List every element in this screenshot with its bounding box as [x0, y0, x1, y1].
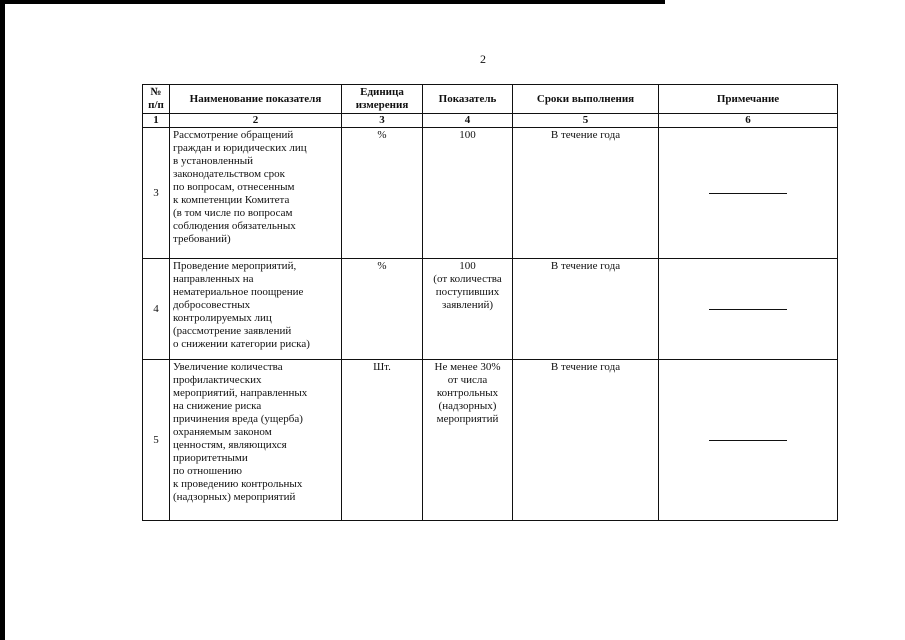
table-row	[143, 128, 838, 259]
column-number-row	[143, 114, 838, 128]
column-number: 2	[170, 114, 342, 128]
column-number: 1	[143, 114, 170, 128]
row-number: 5	[143, 360, 170, 521]
note-cell	[659, 360, 838, 521]
header-name: Наименование показателя	[170, 85, 342, 114]
indicator-name: Проведение мероприятий, направленных на нематериальное поощрение добросовестных контролируемых лиц (рассмотрение заявлений о снижении категории риска)	[170, 259, 342, 360]
value-cell: Не менее 30% от числа контрольных (надзорных) мероприятий	[423, 360, 513, 521]
note-dash	[709, 440, 787, 441]
deadline-cell: В течение года	[513, 360, 659, 521]
column-number: 5	[513, 114, 659, 128]
unit-cell: %	[342, 259, 423, 360]
header-unit: Единица измерения	[342, 85, 423, 114]
indicator-name: Рассмотрение обращений граждан и юридических лиц в установленный законодательством срок по вопросам, отнесенным к компетенции Комитета (в том числе по вопросам соблюдения обязательных требований)	[170, 128, 342, 259]
scan-edge-top	[0, 0, 665, 4]
value-cell: 100 (от количества поступивших заявлений)	[423, 259, 513, 360]
table-row	[143, 360, 838, 521]
header-num: № п/п	[143, 85, 170, 114]
column-number: 4	[423, 114, 513, 128]
note-cell	[659, 259, 838, 360]
deadline-cell: В течение года	[513, 259, 659, 360]
page-number: 2	[480, 52, 486, 66]
unit-cell: %	[342, 128, 423, 259]
indicator-name: Увеличение количества профилактических мероприятий, направленных на снижение риска причинения вреда (ущерба) охраняемым законом ценностям, являющихся приоритетными по отношению к проведению контрольных (надзорных) мероприятий	[170, 360, 342, 521]
deadline-cell: В течение года	[513, 128, 659, 259]
note-cell	[659, 128, 838, 259]
column-number: 6	[659, 114, 838, 128]
table-row	[143, 259, 838, 360]
row-number: 3	[143, 128, 170, 259]
column-number: 3	[342, 114, 423, 128]
row-number: 4	[143, 259, 170, 360]
header-value: Показатель	[423, 85, 513, 114]
unit-cell: Шт.	[342, 360, 423, 521]
indicators-table	[142, 84, 838, 521]
note-dash	[709, 309, 787, 310]
table-header-row	[143, 85, 838, 114]
header-note: Примечание	[659, 85, 838, 114]
header-deadline: Сроки выполнения	[513, 85, 659, 114]
scan-edge-left	[0, 0, 5, 640]
note-dash	[709, 193, 787, 194]
value-cell: 100	[423, 128, 513, 259]
